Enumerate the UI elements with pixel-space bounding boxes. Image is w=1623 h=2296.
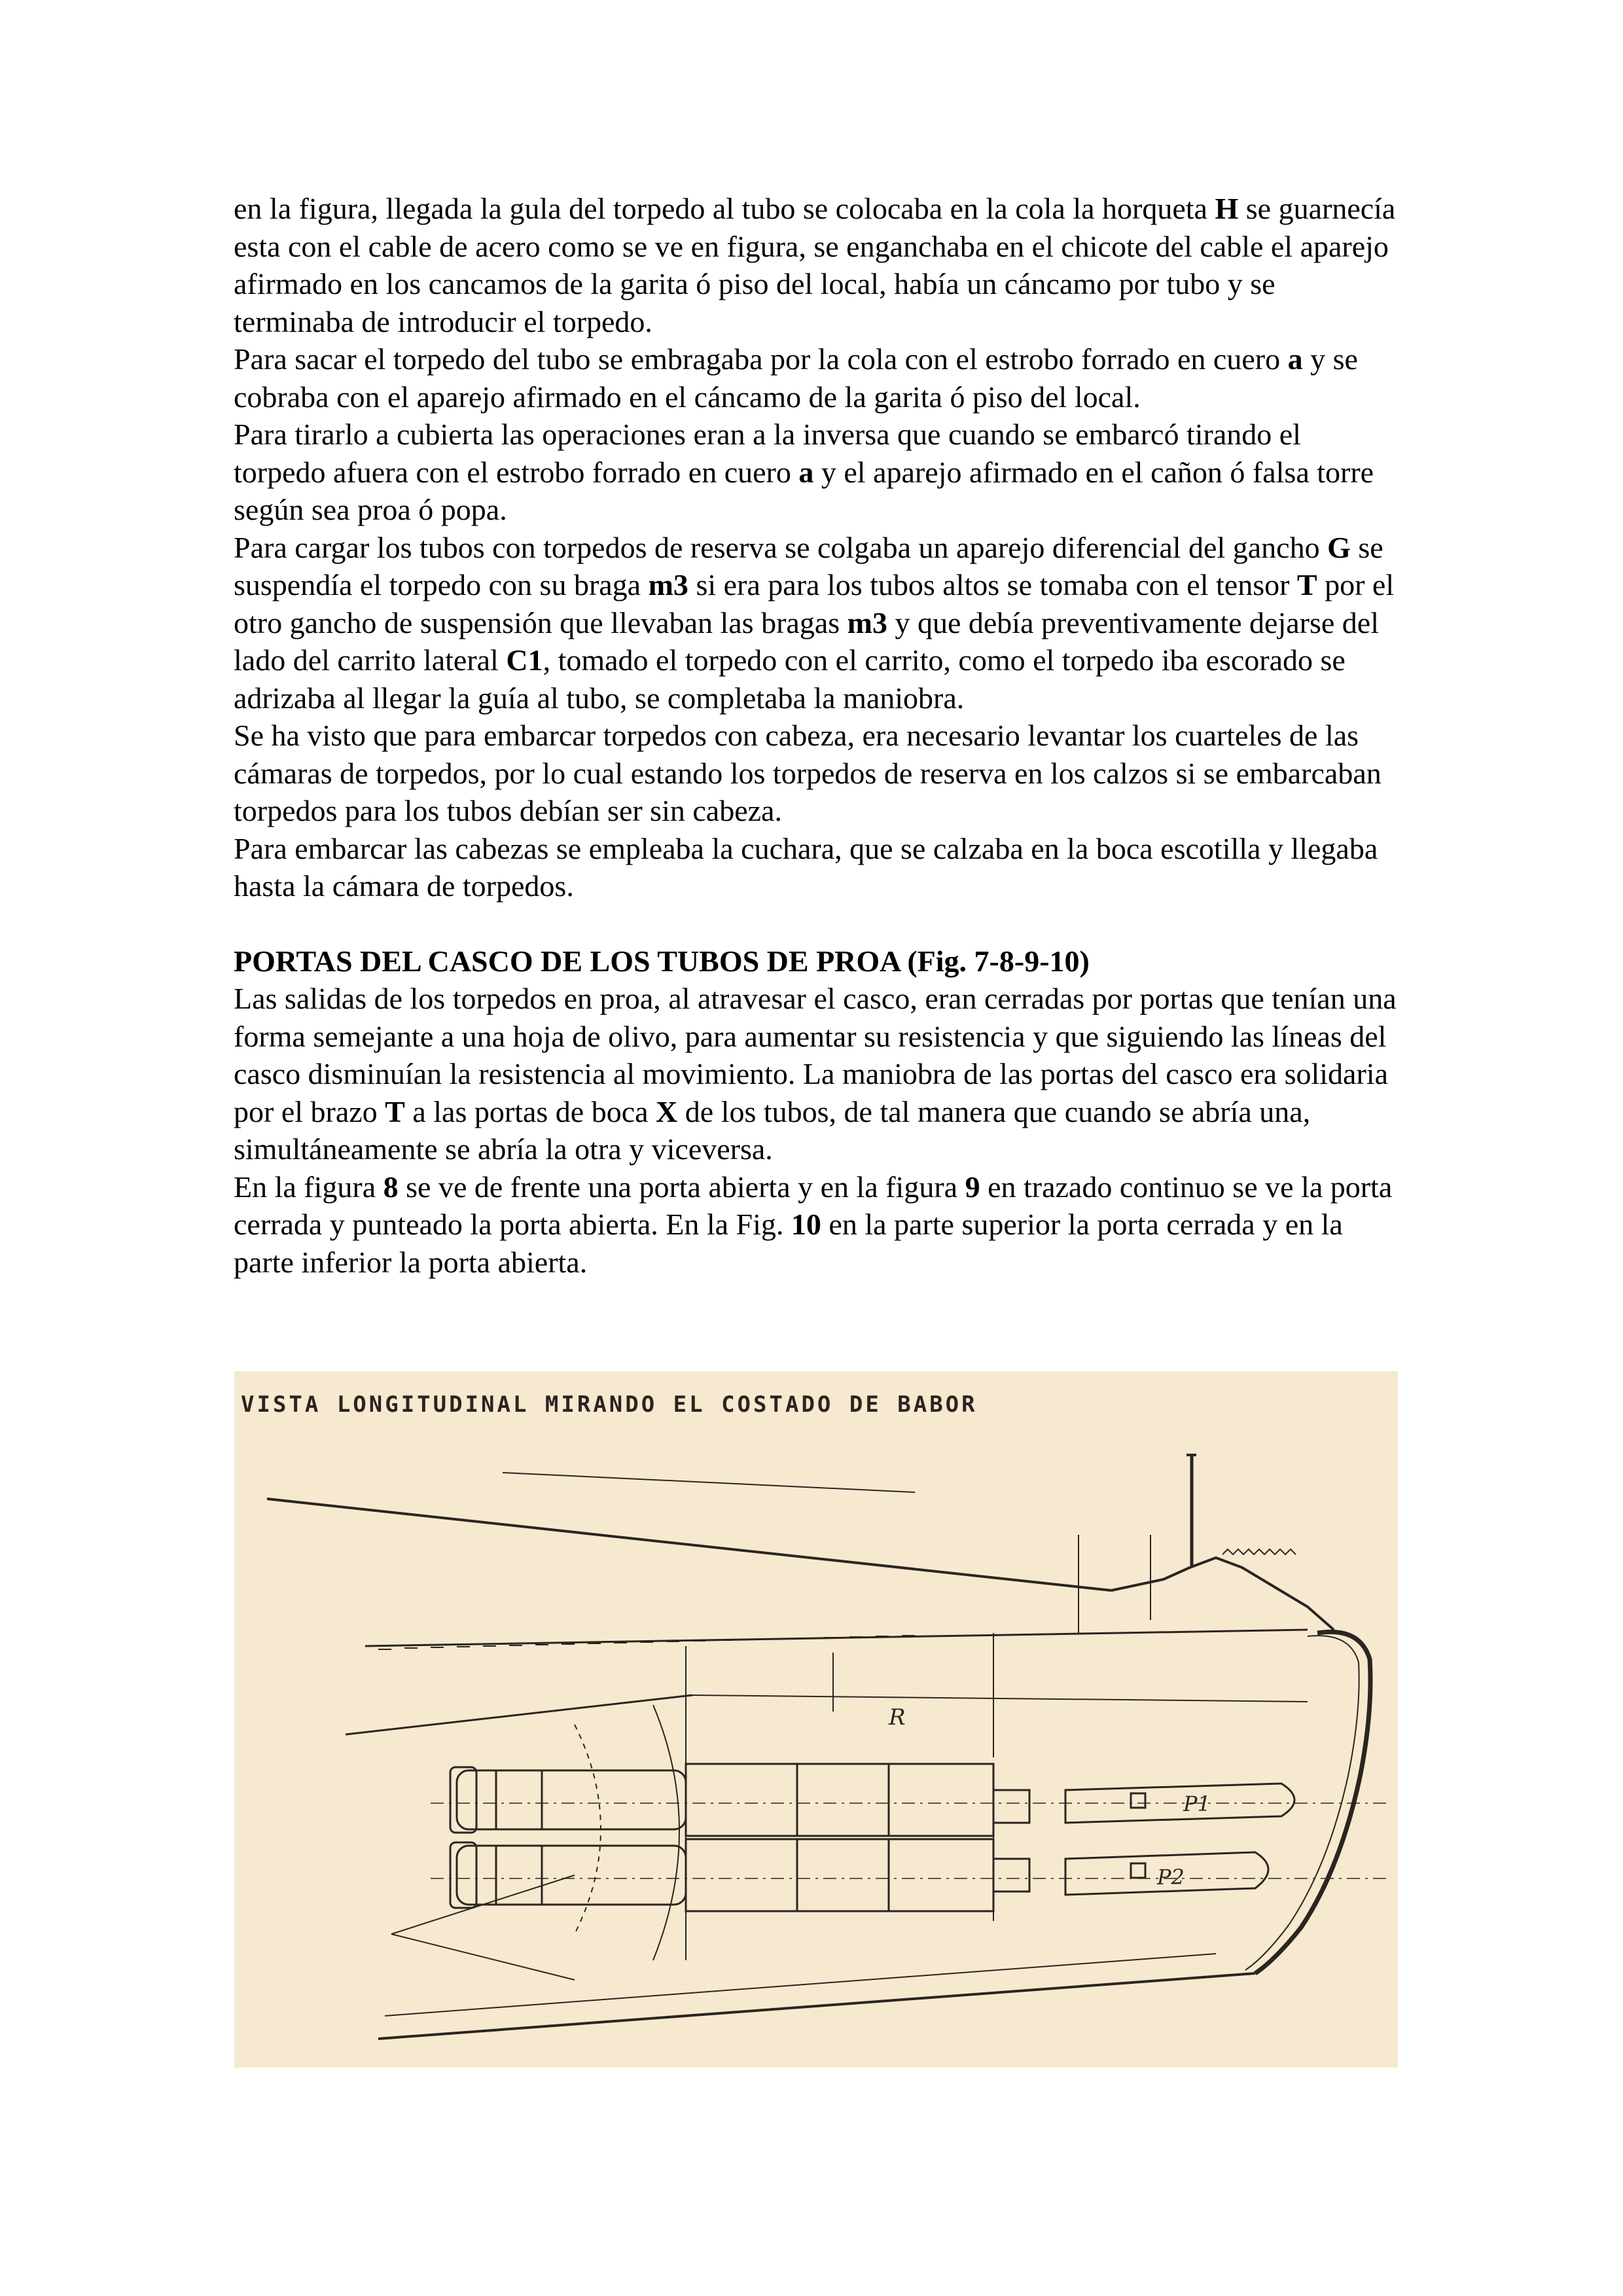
label-p2: P2 [1157, 1865, 1185, 1890]
section-heading: PORTAS DEL CASCO DE LOS TUBOS DE PROA (Fig. 7-8-9-10) [234, 944, 1090, 978]
submarine-bow-drawing [234, 1371, 1398, 2068]
paragraph: Para embarcar las cabezas se empleaba la cuchara, que se calzaba en la boca escotilla y llegaba hasta la cámara de torpedos. [234, 831, 1378, 903]
bow-outline [1255, 1632, 1370, 1973]
text-block-1 [234, 190, 1399, 905]
figure-caption: VISTA LONGITUDINAL MIRANDO EL COSTADO DE BABOR [241, 1391, 978, 1418]
bow-door-p1 [1065, 1784, 1294, 1823]
mast [1186, 1455, 1196, 1568]
document-body [234, 190, 1399, 1281]
upper-line [503, 1473, 915, 1492]
label-r: R [889, 1704, 906, 1731]
torpedo-tube-upper [450, 1764, 1029, 1836]
text-block-2 [234, 980, 1399, 1281]
label-p1: P1 [1183, 1791, 1211, 1816]
deck-line [267, 1499, 1111, 1590]
paragraph: En la figura 8 se ve de frente una porta abierta y en la figura 9 en trazado continuo se ve la porta cerrada y punteado la porta abierta. En la Fig. 10 en la parte superior la porta cerrada y en la parte inferior la porta abierta. [234, 1170, 1393, 1279]
paragraph: Para sacar el torpedo del tubo se embragaba por la cola con el estrobo forrado en cuero a y se cobraba con el aparejo afirmado en el cáncamo de la garita ó piso del local. [234, 342, 1358, 414]
paragraph: Se ha visto que para embarcar torpedos con cabeza, era necesario levantar los cuarteles de las cámaras de torpedos, por lo cual estando los torpedos de reserva en los calzos si se embarcaban torpedos para los tubos debían ser sin cabeza. [234, 719, 1382, 827]
paragraph: en la figura, llegada la gula del torpedo al tubo se colocaba en la cola la horqueta H se guarnecía esta con el cable de acero como se ve en figura, se enganchaba en el chicote del cable el aparejo afirmado en los cancamos de la garita ó piso del local, había un cáncamo por tubo y se terminaba de introducir el torpedo. [234, 192, 1396, 338]
torpedo-tube-lower [450, 1839, 1029, 1911]
section-gap [234, 905, 1399, 942]
paragraph: Para tirarlo a cubierta las operaciones eran a la inversa que cuando se embarcó tirando el torpedo afuera con el estrobo forrado en cuero a y el aparejo afirmado en el cañon ó falsa torre según sea proa ó popa. [234, 418, 1374, 526]
paragraph: Para cargar los tubos con torpedos de reserva se colgaba un aparejo diferencial del gancho G se suspendía el torpedo con su braga m3 si era para los tubos altos se tomaba con el tensor T por el otro gancho de suspensión que llevaban las bragas m3 y que debía preventivamente dejarse del lado del carrito lateral C1, tomado el torpedo con el carrito, como el torpedo iba escorado se adrizaba al llegar la guía al tubo, se completaba la maniobra. [234, 530, 1395, 715]
paragraph: Las salidas de los torpedos en proa, al atravesar el casco, eran cerradas por portas que tenían una forma semejante a una hoja de olivo, para aumentar su resistencia y que siguiendo las líneas del casco disminuían la resistencia al movimiento. La maniobra de las portas del casco era solidaria por el brazo T a las portas de boca X de los tubos, de tal manera que cuando se abría una, simultáneamente se abría la otra y viceversa. [234, 982, 1397, 1166]
deck-grating [1111, 1558, 1334, 1630]
